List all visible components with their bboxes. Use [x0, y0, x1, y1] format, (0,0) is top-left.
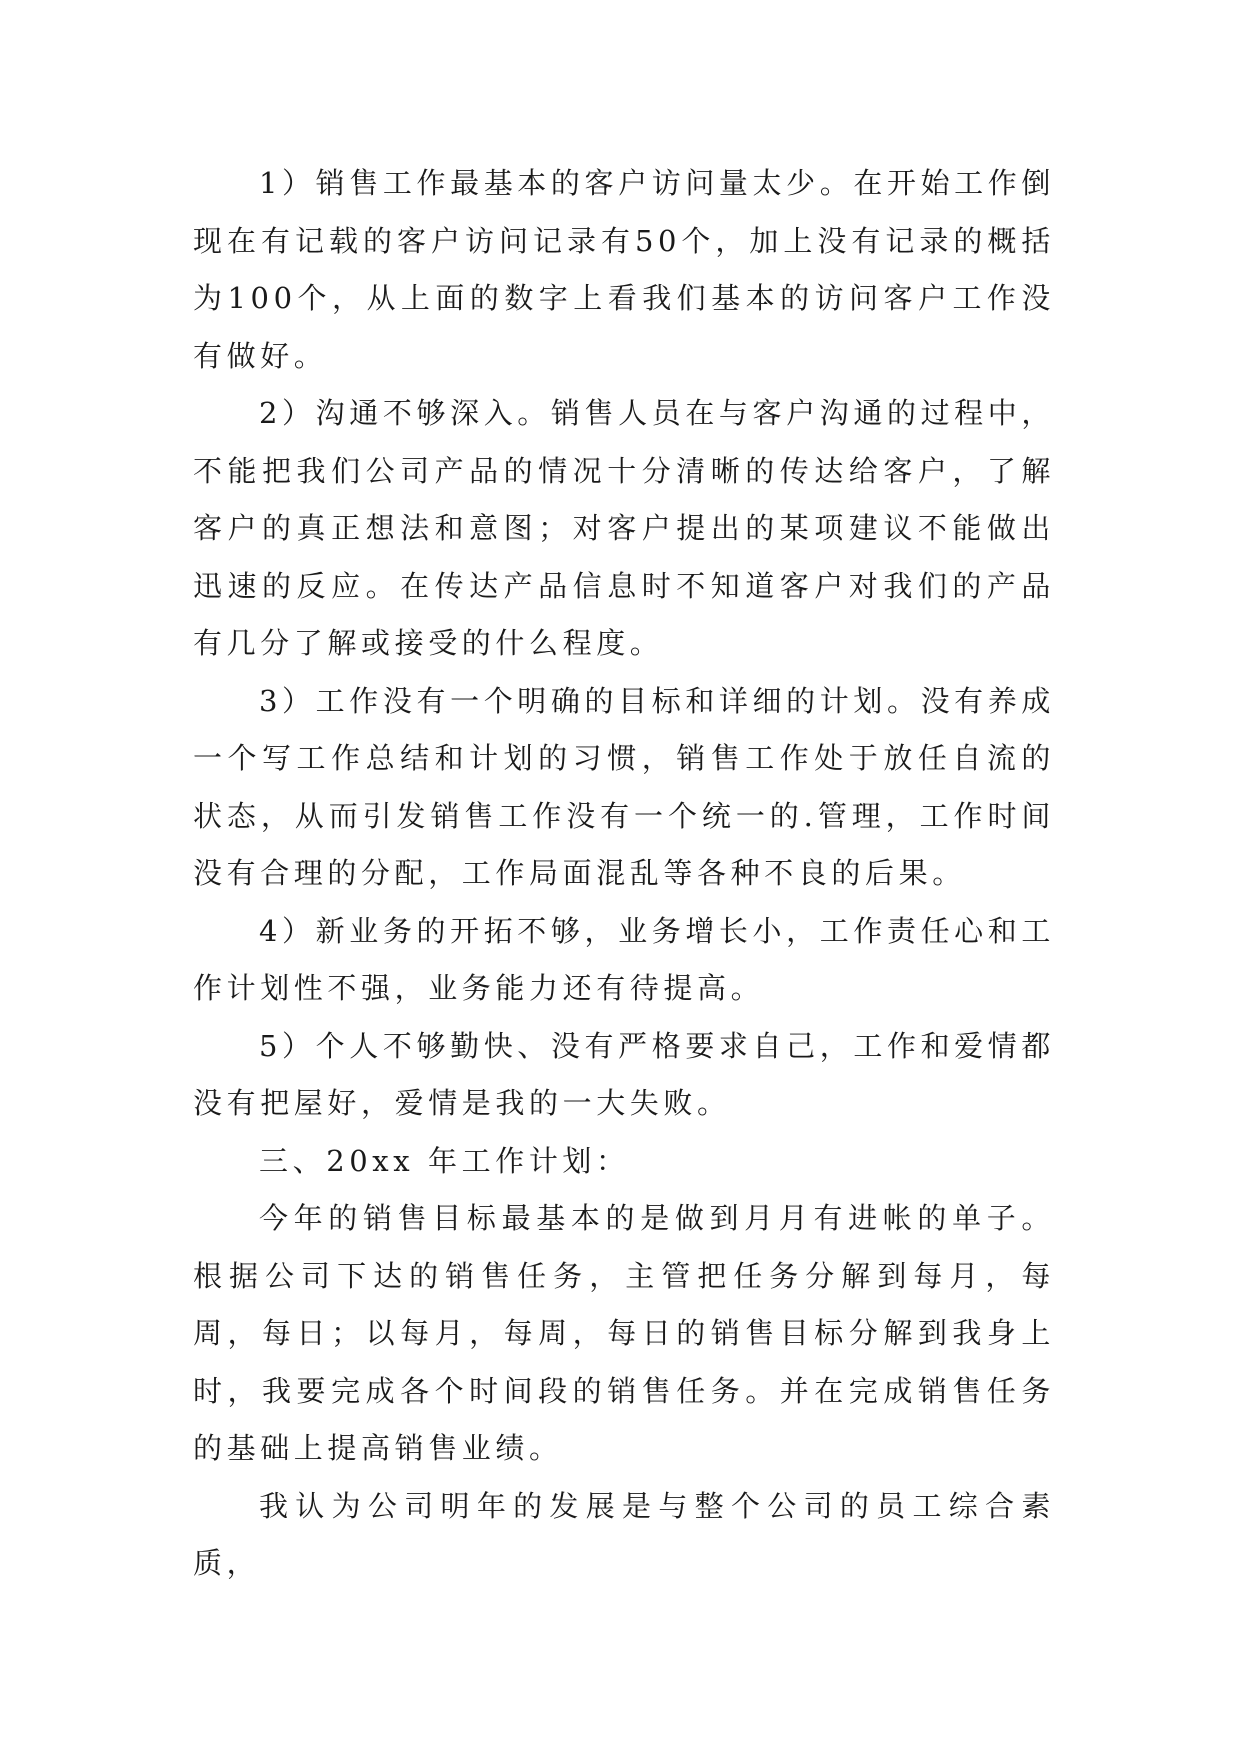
paragraph-issue-5: 5）个人不够勤快、没有严格要求自己，工作和爱情都没有把屋好，爱情是我的一大失败。 [193, 1028, 1055, 1120]
paragraph-issue-3: 3）工作没有一个明确的目标和详细的计划。没有养成一个写工作总结和计划的习惯，销售工作处于放任自流的状态，从而引发销售工作没有一个统一的.管理，工作时间没有合理的分配，工作局面混乱等各种不良的后果。 [193, 683, 1055, 890]
paragraph-company-development: 我认为公司明年的发展是与整个公司的员工综合素质， [193, 1488, 1055, 1580]
paragraph-sales-target: 今年的销售目标最基本的是做到月月有进帐的单子。根据公司下达的销售任务，主管把任务分解到每月，每周，每日；以每月，每周，每日的销售目标分解到我身上时，我要完成各个时间段的销售任务。并在完成销售任务的基础上提高销售业绩。 [193, 1201, 1055, 1465]
paragraph-issue-2: 2）沟通不够深入。销售人员在与客户沟通的过程中，不能把我们公司产品的情况十分清晰的传达给客户，了解客户的真正想法和意图；对客户提出的某项建议不能做出迅速的反应。在传达产品信息时不知道客户对我们的产品有几分了解或接受的什么程度。 [193, 396, 1055, 660]
paragraph-issue-4: 4）新业务的开拓不够，业务增长小，工作责任心和工作计划性不强，业务能力还有待提高。 [193, 913, 1055, 1005]
section-heading-work-plan: 三、20xx 年工作计划： [259, 1143, 630, 1178]
paragraph-issue-1: 1）销售工作最基本的客户访问量太少。在开始工作倒现在有记载的客户访问记录有50个，加上没有记录的概括为100个，从上面的数字上看我们基本的访问客户工作没有做好。 [193, 166, 1055, 373]
document-body [193, 155, 1055, 1593]
